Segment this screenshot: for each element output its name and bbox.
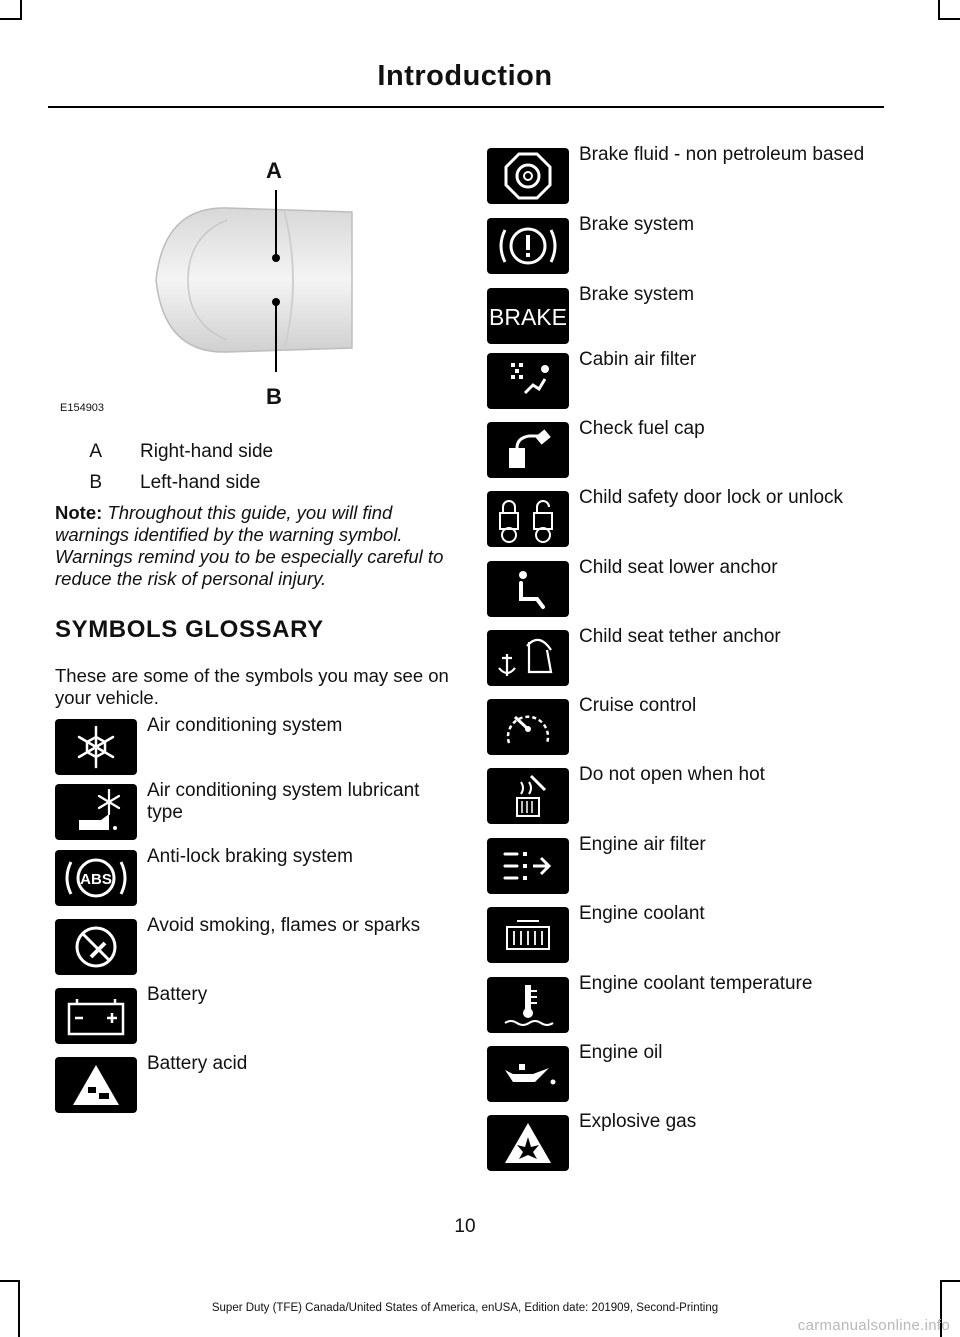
- crop-mark: [0, 18, 22, 20]
- legend-key: B: [89, 472, 102, 493]
- note-text: Throughout this guide, you will find warnings identified by the warning symbol. Warnings remind you to be especially careful to reduce the risk of personal injury.: [55, 502, 444, 589]
- watermark: carmanualsonline.info: [797, 1317, 950, 1334]
- battery-icon: [55, 988, 137, 1044]
- symbol-label: Battery acid: [147, 1053, 248, 1074]
- symbol-label: Air conditioning system: [147, 715, 343, 736]
- symbol-label: Battery: [147, 984, 208, 1005]
- page-footer: Super Duty (TFE) Canada/United States of America, enUSA, Edition date: 201909, Second-Printing: [211, 1302, 719, 1314]
- brake-text-icon: [487, 288, 569, 344]
- child-seat-anchor-icon: [487, 561, 569, 617]
- legend-value: Left-hand side: [140, 472, 261, 493]
- crop-mark: [938, 0, 940, 20]
- symbol-label: Engine coolant: [579, 903, 705, 924]
- crop-mark: [938, 18, 960, 20]
- symbol-label: Explosive gas: [579, 1111, 697, 1132]
- engine-air-filter-icon: [487, 838, 569, 894]
- symbol-label: Cabin air filter: [579, 349, 697, 370]
- figure-code: E154903: [60, 402, 105, 414]
- page-number: 10: [454, 1216, 476, 1237]
- crop-mark: [940, 1280, 960, 1282]
- legend-value: Right-hand side: [140, 441, 274, 462]
- crop-mark: [20, 0, 22, 20]
- legend-key: A: [89, 441, 102, 462]
- section-title: SYMBOLS GLOSSARY: [55, 616, 324, 643]
- symbol-label: Child safety door lock or unlock: [579, 487, 844, 508]
- child-seat-tether-icon: [487, 630, 569, 686]
- symbol-label: Anti-lock braking system: [147, 846, 353, 867]
- coolant-icon: [487, 907, 569, 963]
- symbol-label: Cruise control: [579, 695, 697, 716]
- symbol-label: Engine oil: [579, 1042, 663, 1063]
- header-divider: [48, 106, 884, 108]
- legend-row: [52, 441, 452, 465]
- note-label: Note:: [55, 502, 103, 523]
- battery-acid-icon: [55, 1057, 137, 1113]
- legend-row: [52, 472, 452, 496]
- symbol-label: Engine air filter: [579, 834, 706, 855]
- symbol-label: Engine coolant temperature: [579, 973, 813, 994]
- symbol-label: Do not open when hot: [579, 764, 765, 785]
- figure-label-b: B: [266, 384, 282, 409]
- hot-radiator-icon: [487, 768, 569, 824]
- symbol-label: Child seat lower anchor: [579, 557, 778, 578]
- coolant-temperature-icon: [487, 977, 569, 1033]
- brake-fluid-icon: [487, 148, 569, 204]
- explosive-gas-icon: [487, 1115, 569, 1171]
- symbol-label: Brake fluid - non petroleum based: [579, 144, 865, 165]
- note-paragraph: [55, 502, 450, 590]
- fuel-cap-icon: [487, 422, 569, 478]
- speedometer-icon: [487, 699, 569, 755]
- figure-label-a: A: [266, 158, 282, 183]
- no-smoking-icon: [55, 919, 137, 975]
- child-lock-icon: [487, 491, 569, 547]
- car-top-view-figure: [52, 150, 452, 420]
- abs-icon-text: ABS: [80, 871, 112, 888]
- page-title: Introduction: [377, 60, 553, 92]
- abs-icon: [55, 850, 137, 906]
- symbol-label: Brake system: [579, 284, 695, 305]
- cabin-air-filter-icon: [487, 353, 569, 409]
- symbol-label: Check fuel cap: [579, 418, 705, 439]
- symbol-label: Air conditioning system lubricant type: [147, 780, 420, 823]
- section-intro: These are some of the symbols you may see on your vehicle.: [55, 665, 449, 708]
- crop-mark: [0, 1280, 20, 1282]
- ac-lubricant-icon: [55, 784, 137, 840]
- brake-icon-text: BRAKE: [489, 304, 567, 330]
- brake-warning-icon: [487, 218, 569, 274]
- oil-can-icon: [487, 1046, 569, 1102]
- symbol-label: Brake system: [579, 214, 695, 235]
- symbol-label: Child seat tether anchor: [579, 626, 781, 647]
- car-top-view-illustration: [52, 150, 452, 420]
- symbol-label: Avoid smoking, flames or sparks: [147, 915, 421, 936]
- snowflake-icon: [55, 719, 137, 775]
